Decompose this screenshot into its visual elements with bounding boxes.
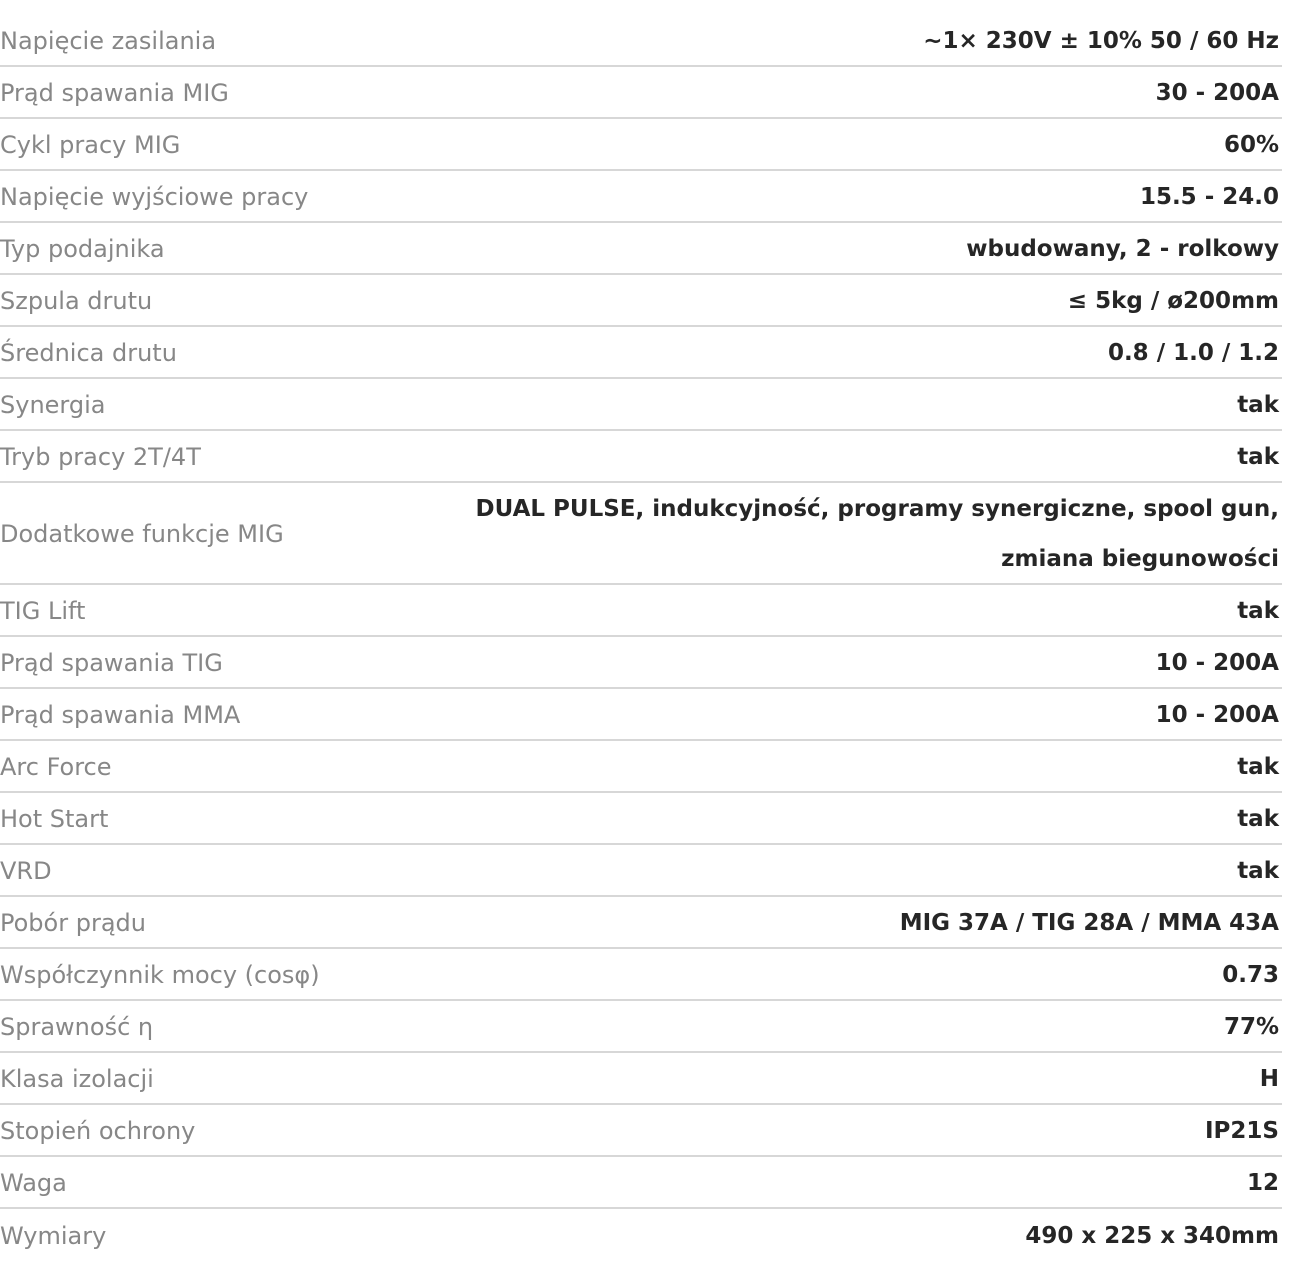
spec-row-arc-force [0, 741, 1282, 793]
spec-value: tak [1237, 392, 1279, 418]
spec-label: Tryb pracy 2T/4T [0, 443, 201, 471]
spec-label: Prąd spawania MIG [0, 79, 229, 107]
spec-value: 77% [1223, 1014, 1279, 1040]
spec-row-dimensions [0, 1209, 1282, 1261]
spec-row-vrd [0, 845, 1282, 897]
spec-value: IP21S [1205, 1118, 1279, 1144]
spec-row-mig-extra-functions [0, 483, 1282, 585]
spec-row-mma-current [0, 689, 1282, 741]
spec-row-efficiency [0, 1001, 1282, 1053]
spec-label: Prąd spawania MMA [0, 701, 241, 729]
spec-label: Szpula drutu [0, 287, 153, 315]
spec-value: ≤ 5kg / ø200mm [1067, 288, 1279, 314]
spec-label: Arc Force [0, 753, 112, 781]
spec-value: tak [1237, 444, 1279, 470]
spec-label: Pobór prądu [0, 909, 146, 937]
spec-label: Prąd spawania TIG [0, 649, 223, 677]
spec-value: 0.8 / 1.0 / 1.2 [1107, 340, 1279, 366]
spec-value: tak [1237, 858, 1279, 884]
spec-value: MIG 37A / TIG 28A / MMA 43A [899, 910, 1279, 936]
spec-value: ~1× 230V ± 10% 50 / 60 Hz [923, 28, 1279, 54]
spec-row-tig-lift [0, 585, 1282, 637]
spec-value: H [1259, 1066, 1279, 1092]
spec-label: Współczynnik mocy (cosφ) [0, 961, 320, 989]
spec-row-2t-4t-mode [0, 431, 1282, 483]
spec-value: tak [1237, 754, 1279, 780]
spec-label: Stopień ochrony [0, 1117, 196, 1145]
spec-row-current-draw [0, 897, 1282, 949]
spec-label: Średnica drutu [0, 339, 177, 367]
spec-label: Napięcie zasilania [0, 27, 217, 55]
spec-row-insulation-class [0, 1053, 1282, 1105]
spec-value: tak [1237, 806, 1279, 832]
spec-row-synergy [0, 379, 1282, 431]
spec-label: Wymiary [0, 1222, 107, 1250]
spec-label: Synergia [0, 391, 106, 419]
spec-value: wbudowany, 2 - rolkowy [966, 236, 1279, 262]
spec-row-wire-diameter [0, 327, 1282, 379]
spec-value: 15.5 - 24.0 [1139, 184, 1279, 210]
spec-row-mig-duty-cycle [0, 119, 1282, 171]
spec-row-hot-start [0, 793, 1282, 845]
spec-value: DUAL PULSE, indukcyjność, programy synergiczne, spool gun, zmiana biegunowości [475, 496, 1279, 572]
spec-row-weight [0, 1157, 1282, 1209]
spec-label: Cykl pracy MIG [0, 131, 181, 159]
spec-label: Dodatkowe funkcje MIG [0, 520, 284, 548]
spec-label: Sprawność η [0, 1013, 154, 1041]
spec-row-protection-degree [0, 1105, 1282, 1157]
spec-value: 0.73 [1222, 962, 1279, 988]
spec-row-mig-current [0, 67, 1282, 119]
spec-value: 10 - 200A [1155, 650, 1279, 676]
spec-label: Napięcie wyjściowe pracy [0, 183, 309, 211]
spec-label: Typ podajnika [0, 235, 165, 263]
spec-label: VRD [0, 857, 52, 885]
spec-value: 10 - 200A [1155, 702, 1279, 728]
spec-row-wire-spool [0, 275, 1282, 327]
spec-label: Waga [0, 1169, 67, 1197]
spec-value: 12 [1246, 1170, 1279, 1196]
spec-value: tak [1237, 598, 1279, 624]
spec-label: TIG Lift [0, 597, 86, 625]
spec-table [0, 15, 1282, 1261]
spec-value: 490 x 225 x 340mm [1025, 1223, 1279, 1249]
spec-value: 60% [1223, 132, 1279, 158]
spec-value: 30 - 200A [1155, 80, 1279, 106]
spec-row-tig-current [0, 637, 1282, 689]
spec-label: Hot Start [0, 805, 109, 833]
spec-row-supply-voltage [0, 15, 1282, 67]
spec-row-output-voltage [0, 171, 1282, 223]
spec-row-power-factor [0, 949, 1282, 1001]
spec-label: Klasa izolacji [0, 1065, 154, 1093]
spec-row-feeder-type [0, 223, 1282, 275]
